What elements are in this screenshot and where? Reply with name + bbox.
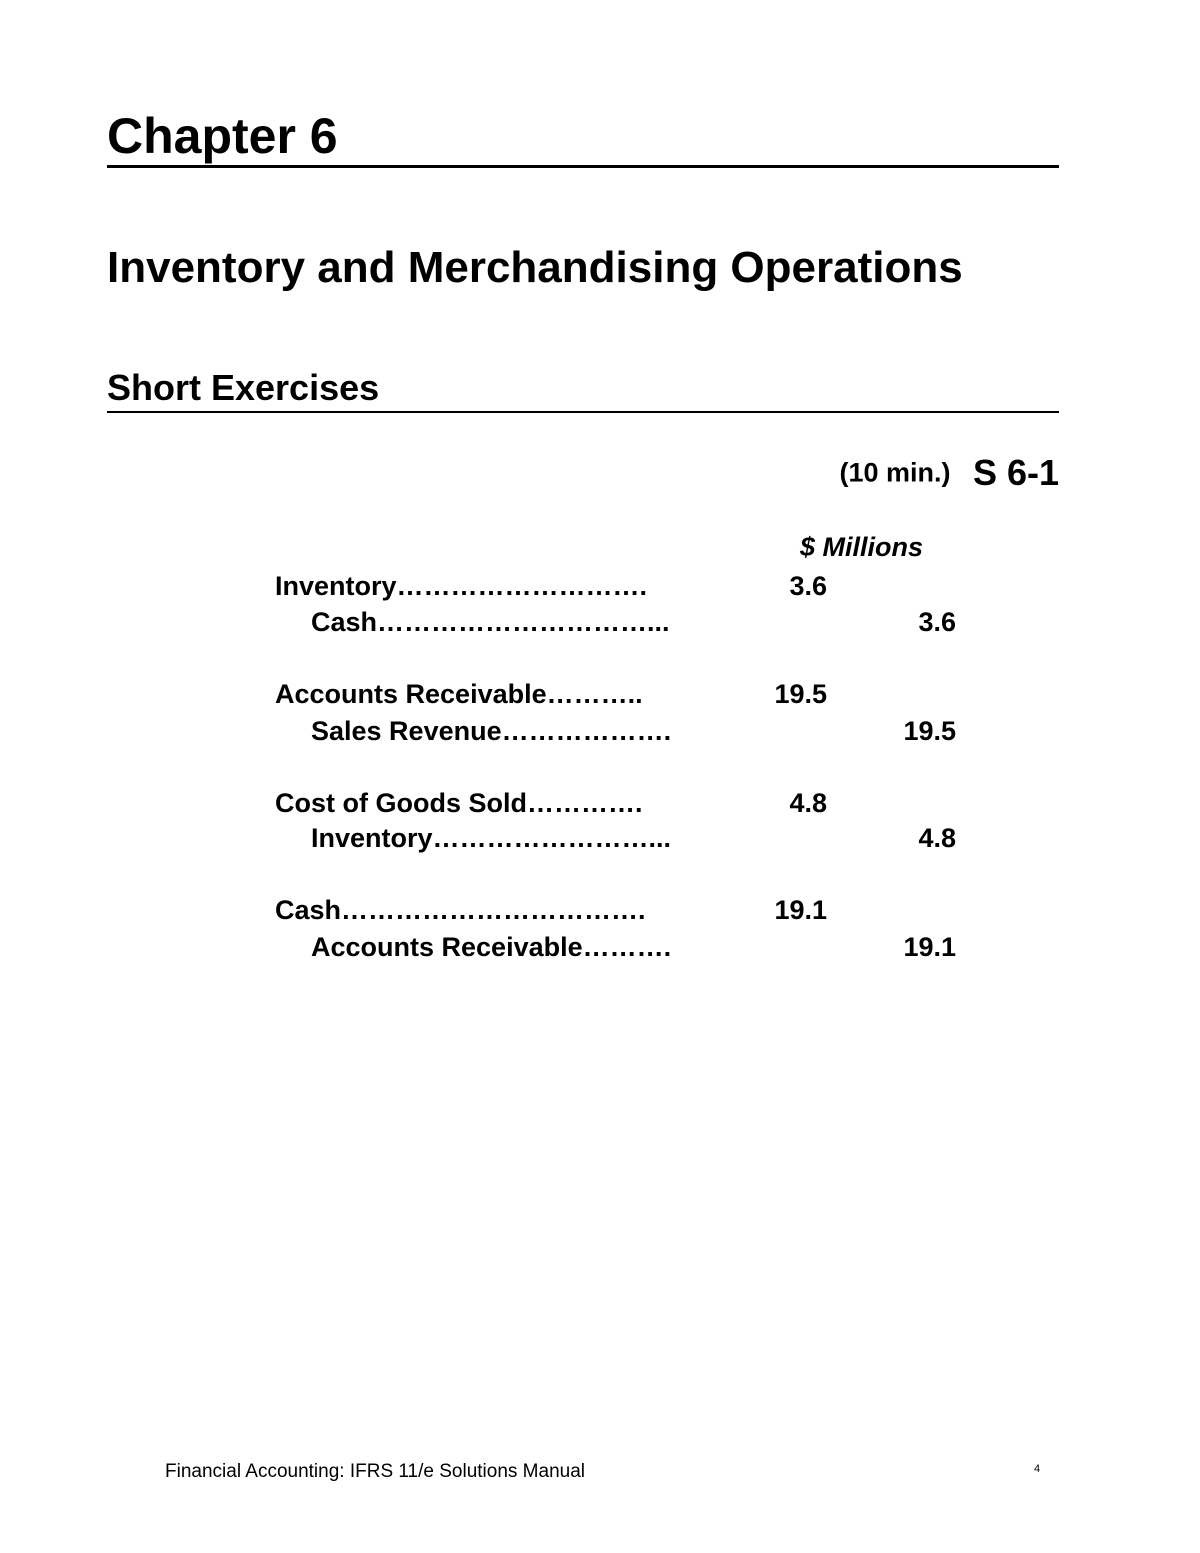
journal-entry-3-credit-row <box>0 821 1200 855</box>
credit-amount: 19.5 <box>903 716 956 746</box>
journal-entry-2-credit-row <box>0 714 1200 748</box>
credit-account: Accounts Receivable………. <box>311 932 672 962</box>
credit-account: Inventory……………………... <box>311 823 672 853</box>
debit-account: Cash……………………………. <box>275 895 646 925</box>
journal-entry-4-debit-row <box>0 893 1200 927</box>
footer-text: Financial Accounting: IFRS 11/e Solutions Manual <box>165 1461 585 1482</box>
debit-amount: 4.8 <box>789 788 827 818</box>
journal-entry-4-credit-row <box>0 930 1200 964</box>
debit-amount: 19.1 <box>774 895 827 925</box>
credit-amount: 3.6 <box>918 607 956 637</box>
credit-account: Cash…………………………... <box>311 607 670 637</box>
credit-amount: 4.8 <box>918 823 956 853</box>
debit-account: Inventory………………………. <box>275 571 648 601</box>
page-number: 4 <box>1034 1463 1041 1475</box>
units-label: $ Millions <box>800 532 924 562</box>
credit-account: Sales Revenue………………. <box>311 716 672 746</box>
exercise-id: S 6-1 <box>972 452 1059 493</box>
exercise-header <box>839 452 1059 494</box>
section-heading-rule <box>107 411 1059 413</box>
journal-entry-1-credit-row <box>0 605 1200 639</box>
debit-amount: 3.6 <box>789 571 827 601</box>
debit-amount: 19.5 <box>774 679 827 709</box>
debit-account: Accounts Receivable……….. <box>275 679 643 709</box>
credit-amount: 19.1 <box>903 932 956 962</box>
chapter-title: Chapter 6 <box>107 108 338 164</box>
chapter-title-rule <box>107 165 1059 168</box>
journal-entry-3-debit-row <box>0 786 1200 820</box>
debit-account: Cost of Goods Sold…………. <box>275 788 643 818</box>
journal-entry-2-debit-row <box>0 677 1200 711</box>
exercise-time: (10 min.) <box>839 457 951 488</box>
section-heading: Short Exercises <box>107 367 380 408</box>
chapter-subtitle: Inventory and Merchandising Operations <box>107 243 963 292</box>
journal-entry-1-debit-row <box>0 569 1200 603</box>
